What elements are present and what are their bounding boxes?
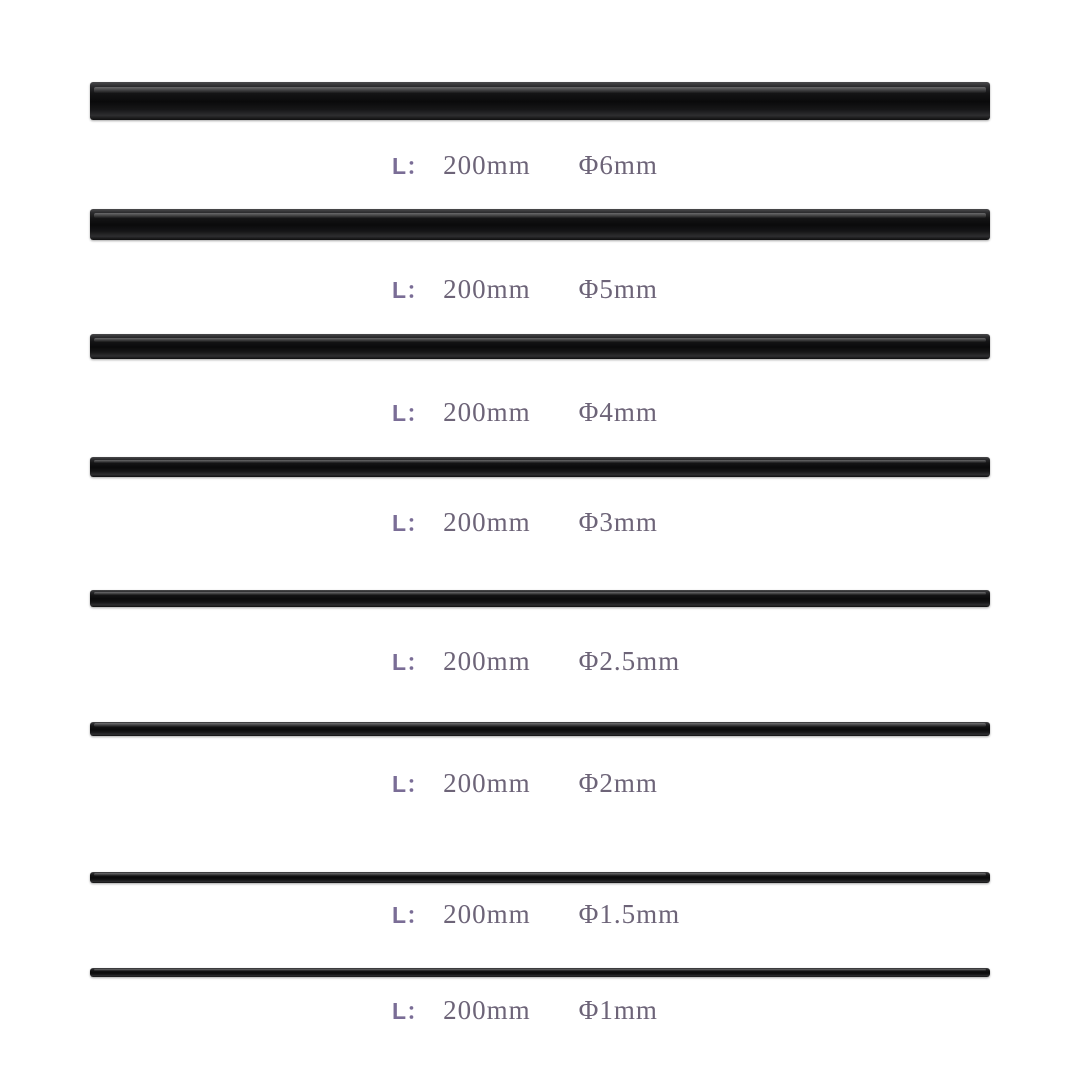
rod-bar [90, 872, 990, 883]
length-label: L [392, 998, 407, 1024]
rod-caption [0, 766, 1080, 799]
rod-caption [0, 897, 1080, 930]
diameter-value: Φ2.5mm [578, 646, 681, 676]
diameter-value: Φ1.5mm [578, 899, 681, 929]
rod-bar [90, 334, 990, 359]
rod-caption-inner [392, 505, 658, 538]
length-value: 200mm [443, 899, 531, 929]
rod-bar [90, 968, 990, 977]
diameter-value: Φ3mm [578, 507, 658, 537]
rod-caption-inner [392, 993, 658, 1026]
length-value: 200mm [443, 397, 531, 427]
length-label: L [392, 510, 407, 536]
label-colon: ： [406, 649, 430, 675]
label-colon: ： [406, 510, 430, 536]
label-colon: ： [406, 153, 430, 179]
length-label: L [392, 277, 407, 303]
label-colon: ： [406, 998, 430, 1024]
length-value: 200mm [443, 995, 531, 1025]
rod-caption-inner [392, 272, 658, 305]
rod-caption [0, 505, 1080, 538]
length-value: 200mm [443, 768, 531, 798]
label-colon: ： [406, 400, 430, 426]
length-value: 200mm [443, 507, 531, 537]
label-colon: ： [406, 771, 430, 797]
length-value: 200mm [443, 274, 531, 304]
rod-bar [90, 209, 990, 240]
rod-caption-inner [392, 644, 680, 677]
rod-bar [90, 722, 990, 736]
length-label: L [392, 771, 407, 797]
label-colon: ： [406, 902, 430, 928]
length-value: 200mm [443, 646, 531, 676]
diameter-value: Φ4mm [578, 397, 658, 427]
rod-caption-inner [392, 148, 658, 181]
rod-bar [90, 457, 990, 477]
diameter-value: Φ6mm [578, 150, 658, 180]
length-label: L [392, 400, 407, 426]
rod-caption [0, 644, 1080, 677]
rod-caption-inner [392, 897, 680, 930]
diameter-value: Φ2mm [578, 768, 658, 798]
diameter-value: Φ1mm [578, 995, 658, 1025]
rod-caption [0, 395, 1080, 428]
length-value: 200mm [443, 150, 531, 180]
length-label: L [392, 153, 407, 179]
rod-bar [90, 590, 990, 607]
rod-caption-inner [392, 766, 658, 799]
rod-caption [0, 993, 1080, 1026]
rod-caption [0, 148, 1080, 181]
diameter-value: Φ5mm [578, 274, 658, 304]
rod-bar [90, 82, 990, 120]
label-colon: ： [406, 277, 430, 303]
length-label: L [392, 649, 407, 675]
rod-caption-inner [392, 395, 658, 428]
rod-caption [0, 272, 1080, 305]
length-label: L [392, 902, 407, 928]
